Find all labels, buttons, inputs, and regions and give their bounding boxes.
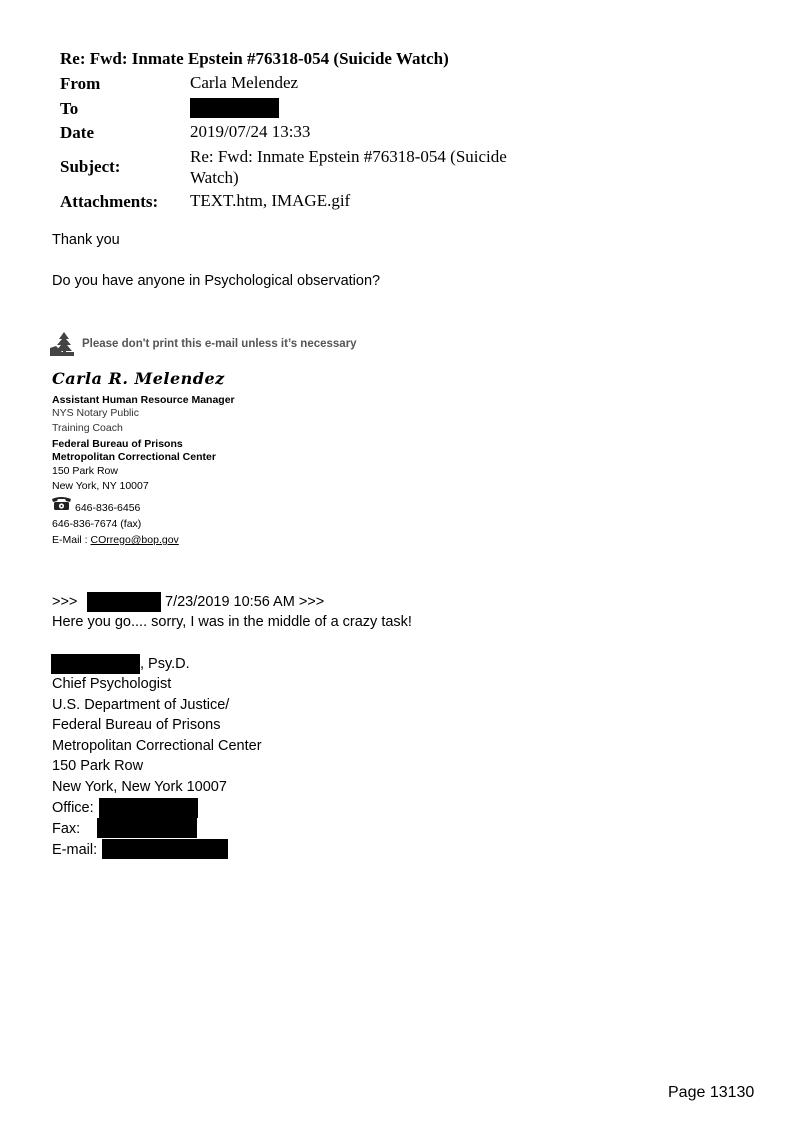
office-redaction — [99, 798, 198, 818]
forward-meta: 7/23/2019 10:56 AM >>> — [165, 594, 325, 610]
signature-script-name: Carla R. Melendez — [52, 369, 225, 388]
email-label: E-mail: — [52, 842, 98, 858]
subject-value-line1: Re: Fwd: Inmate Epstein #76318-054 (Suicide — [190, 147, 507, 166]
psychologist-dept: U.S. Department of Justice/ — [52, 697, 230, 713]
signature-org-center: Metropolitan Correctional Center — [52, 451, 216, 463]
telephone-icon — [51, 496, 72, 511]
subject-value-line2: Watch) — [190, 168, 239, 187]
print-notice: Please don't print this e-mail unless it’s necessary — [82, 338, 357, 350]
psychologist-name-redaction — [51, 654, 140, 674]
from-value: Carla Melendez — [190, 73, 299, 92]
psychologist-role: Chief Psychologist — [52, 676, 172, 692]
attachments-label: Attachments: — [60, 192, 159, 211]
date-label: Date — [60, 123, 94, 142]
signature-fax: 646-836-7674 (fax) — [52, 518, 142, 530]
signature-title: Assistant Human Resource Manager — [52, 394, 235, 406]
signature-role-notary: NYS Notary Public — [52, 407, 139, 419]
to-redaction — [190, 98, 279, 118]
date-value: 2019/07/24 13:33 — [190, 122, 311, 141]
signature-role-coach: Training Coach — [52, 422, 123, 434]
signature-email-label: E-Mail : — [52, 534, 91, 546]
email-subject-title: Re: Fwd: Inmate Epstein #76318-054 (Suicide Watch) — [60, 49, 449, 68]
signature-address1: 150 Park Row — [52, 465, 118, 477]
forward-sender-redaction — [87, 592, 161, 612]
psychologist-address2: New York, New York 10007 — [52, 779, 227, 795]
fax-redaction — [97, 818, 197, 838]
psychologist-address1: 150 Park Row — [52, 758, 144, 774]
forward-message: Here you go.... sorry, I was in the middle of a crazy task! — [52, 614, 412, 630]
signature-address2: New York, NY 10007 — [52, 480, 149, 492]
signature-org-bureau: Federal Bureau of Prisons — [52, 438, 183, 450]
signature-email-row — [52, 534, 179, 546]
body-line-question: Do you have anyone in Psychological observation? — [52, 273, 381, 289]
email-redaction — [102, 839, 228, 859]
signature-phone: 646-836-6456 — [75, 502, 141, 514]
body-line-thanks: Thank you — [52, 232, 120, 248]
to-label: To — [60, 99, 79, 118]
subject-label: Subject: — [60, 157, 121, 176]
page-number: Page 13130 — [668, 1084, 755, 1101]
office-label: Office: — [52, 800, 94, 816]
from-label: From — [60, 74, 101, 93]
psychologist-suffix: , Psy.D. — [140, 656, 190, 672]
signature-email-link[interactable]: COrrego@bop.gov — [90, 534, 179, 546]
tree-icon — [50, 332, 76, 356]
forward-prefix: >>> — [52, 594, 78, 610]
fax-label: Fax: — [52, 821, 81, 837]
psychologist-center: Metropolitan Correctional Center — [52, 738, 262, 754]
attachments-value: TEXT.htm, IMAGE.gif — [190, 191, 351, 210]
psychologist-bureau: Federal Bureau of Prisons — [52, 717, 221, 733]
